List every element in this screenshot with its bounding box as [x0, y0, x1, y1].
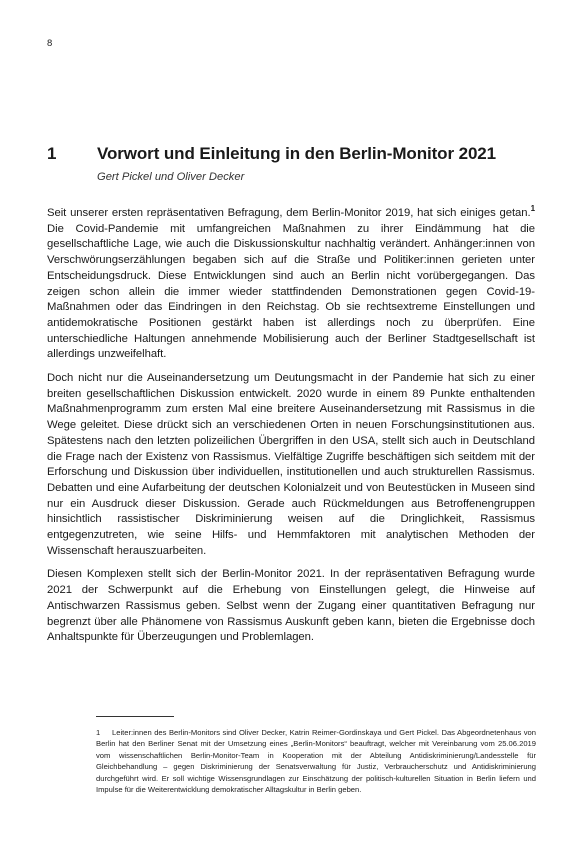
chapter-title: Vorwort und Einleitung in den Berlin-Monitor 2021: [97, 144, 497, 163]
page-number: 8: [47, 38, 53, 49]
body-text: [47, 206, 535, 654]
paragraph-1: [47, 206, 535, 363]
paragraph-3: Diesen Komplexen stellt sich der Berlin-Monitor 2021. In der repräsentativen Befragung wurde 2021 der Schwerpunkt auf die Erhebung von Einstellungen gelegt, die Hinweise auf Antischwarzen Rassismus geben. Selbst wenn der Zugang einer quantitativen Befragung nur begrenzt über alle Phänomene von Rassismus Auskunft geben kann, bieten die Ergebnisse doch Anhaltspunkte für Überzeugungen und Problemlagen.: [47, 568, 535, 644]
footnote: [96, 727, 536, 795]
footnote-reference[interactable]: 1: [530, 204, 535, 214]
footnote-number: 1: [96, 728, 101, 737]
paragraph-1-rest: Die Covid-Pandemie mit umfangreichen Maßnahmen zu ihrer Eindämmung hat die gesellschaftliche Lage, wie auch die Diskussionskultur nachhaltig verändert. Anhänger:innen von Verschwörungserzählungen begaben sich auf die Straße und Politiker:innen gerieten unter Entscheidungsdruck. Diese Entwicklungen sind auch an Berlin nicht vorübergegangen. Das zeigen schon allein die immer wieder stattfindenden Demonstrationen gegen Covid-19-Maßnahmen oder das Eindringen in den Reichstag. Ob sie rechtsextreme Einstellungen und antidemokratische Positionen gestärkt haben ist allerdings noch zu überprüfen. Eine unterschiedliche Haltungen annehmende Mobilisierung auch der Berliner Stadtgesellschaft ist allerdings unzweifelhaft.: [47, 222, 535, 361]
chapter-number: 1: [47, 144, 57, 163]
footnote-divider: [96, 716, 174, 717]
chapter-authors: Gert Pickel und Oliver Decker: [97, 171, 245, 183]
chapter-header: [47, 144, 547, 183]
chapter-heading: [47, 144, 547, 164]
footnote-text: Leiter:innen des Berlin-Monitors sind Oliver Decker, Katrin Reimer-Gordinskaya und Gert Pickel. Das Abgeordnetenhaus von Berlin hat den Berliner Senat mit der Umsetzung eines „Berlin-Monitors“ beauftragt, welcher mit Vereinbarung vom 25.06.2019 vom wissenschaftlichen Berlin-Monitor-Team in Kooperation mit der Abteilung Antidiskriminierung/Landesstelle für Gleichbehandlung – gegen Diskriminierung der Senatsverwaltung für Justiz, Verbraucherschutz und Antidiskriminierung durchgeführt wird. Er soll wichtige Wissensgrundlagen zur Einschätzung der politisch-kulturellen Situation in Berlin liefern und Impulse für die Weiterentwicklung demokratischer Alltagskultur in Berlin geben.: [96, 728, 536, 795]
paragraph-2: Doch nicht nur die Auseinandersetzung um Deutungsmacht in der Pandemie hat sich zu einer breiten gesellschaftlichen Diskussion entwickelt. 2020 wurde in einem 89 Punkte enthaltenden Maßnahmenprogramm zum ersten Mal eine breitere Auseinandersetzung mit Rassismus in die Wege geleitet. Diese drückt sich an verschiedenen Orten in neuen Forschungsinstitutionen aus. Spätestens nach den letzten polizeilichen Übergriffen in den USA, stellt sich auch in Deutschland die Frage nach der Existenz von Rassismus. Vielfältige Zugriffe beschäftigen sich seitdem mit der Erforschung und Diskussion über individuellen, institutionellen und auch strukturellen Rassismus. Debatten und eine Aufarbeitung der deutschen Kolonialzeit und von Beutestücken in Museen sind nur ein Ausdruck dieser Diskussion. Gerade auch Rückmeldungen aus Betroffenengruppen hinsichtlich rassistischer Diskriminierung weisen auf die Dringlichkeit, Rassismus entgegenzutreten, wie seine Hilfs- und Hemmfaktoren mit analytischen Methoden der Wissenschaft herauszuarbeiten.: [47, 372, 535, 557]
paragraph-1-start: Seit unserer ersten repräsentativen Befragung, dem Berlin-Monitor 2019, hat sich einiges getan.: [47, 207, 531, 219]
